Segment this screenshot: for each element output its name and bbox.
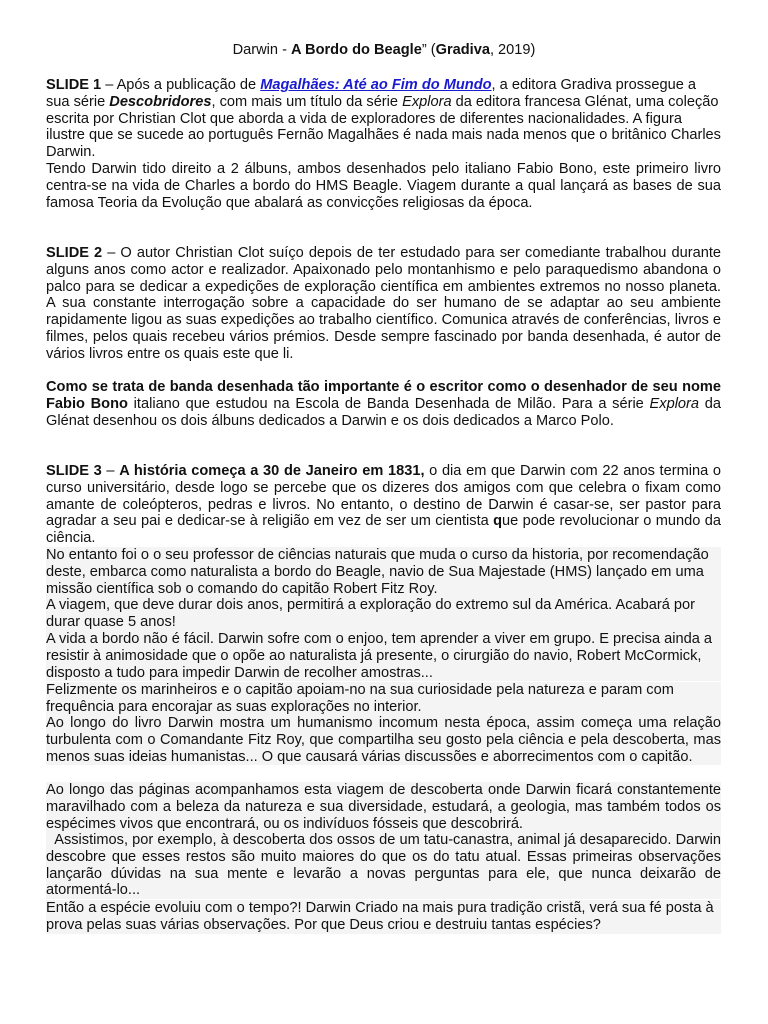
explora-series-2: Explora	[649, 395, 700, 412]
magalhaes-link[interactable]: Magalhães: Até ao Fim do Mundo	[260, 77, 492, 93]
document-title	[0, 42, 768, 59]
title-prefix: Darwin -	[232, 42, 291, 58]
slide2-artist-text-2: da Glénat desenhou os dois álbuns dedicados a Darwin e os dois dedicados a Marco Polo.	[46, 395, 721, 429]
slide2-bold-text: Como se trata de banda desenhada tão importante é o escritor como o desenhador de seu nome Fabio Bono	[46, 379, 721, 412]
slide1-text-4: da editora francesa Glénat, uma coleção escrita por Christian Clot que aborda a vida de exploradores de diferentes nacionalidades. A figura ilustre que se sucede ao português Fernão Magalhães é nada mais nada menos que o britânico Charles Darwin.	[46, 93, 721, 161]
series-name: Descobridores	[109, 93, 212, 110]
slide2-text: – O autor Christian Clot suíço depois de ter estudado para ser comediante trabalhou durante alguns anos como actor e realizador. Apaixonado pelo montanhismo e pelo paraquedismo abandona o palco para se dedicar a expedições de exploração científica em ambientes extremos no nosso planeta. A sua constante interrogação sobre a capacidade do ser humano de se adaptar ao seu ambiente rapidamente ligou as suas expedições ao trabalho científico. Comunica através de conferências, livros e filmes, pelos quais recebeu vários prémios. Desde sempre fascinado por banda desenhada, é autor de vários livros entre os quais este que li.	[46, 245, 721, 362]
slide2-paragraph	[46, 245, 721, 363]
slide3-text-2: ue pode revolucionar o mundo da ciência.	[46, 513, 721, 547]
slide3-label: SLIDE 3	[46, 463, 102, 479]
slide3-text-1: o dia em que Darwin com 22 anos termina o curso universitário, desde logo se percebe que os dizeres dos amigos com que celebra o fixam como amante de coleópteros, pedras e livros. No entanto, o destino de Darwin é casar-se, ser pastor para agradar a seu pai e dedicar-se à religião em vez de ser um cientista	[46, 463, 721, 530]
slide3-paragraph	[46, 463, 721, 547]
title-year: , 2019)	[489, 42, 536, 58]
professor-paragraph: No entanto foi o o seu professor de ciências naturais que muda o curso da historia, por recomendação deste, embarca como naturalista a bordo do Beagle, navio de Sua Majestade (HMS) lançado em uma missão científica sob o comando do capitão Robert Fitz Roy.	[46, 547, 721, 597]
slide1-label: SLIDE 1	[46, 77, 102, 93]
discovery-paragraph: Ao longo das páginas acompanhamos esta viagem de descoberta onde Darwin ficará constantemente maravilhado com a beleza da natureza e sua diversidade, estudará, a geologia, mas também todos os espécimes vivos que encontrará, ou os indivíduos fósseis que descobrirá.	[46, 782, 721, 832]
explora-series: Explora	[402, 93, 452, 110]
voyage-paragraph: A viagem, que deve durar dois anos, permitirá a exploração do extremo sul da América. Acabará por durar quase 5 anos!	[46, 597, 721, 631]
slide1-paragraph-2: Tendo Darwin tido direito a 2 álbuns, ambos desenhados pelo italiano Fabio Bono, este primeiro livro centra-se na vida de Charles a bordo do HMS Beagle. Viagem durante a qual lançará as bases de sua famosa Teoria da Evolução que abalará as convicções religiosas da época.	[46, 161, 721, 211]
onboard-life-paragraph: A vida a bordo não é fácil. Darwin sofre com o enjoo, tem aprender a viver em grupo. E precisa ainda a resistir à animosidade que o opõe ao naturalista já presente, o cirurgião do navio, Robert McCormick, disposto a tudo para impedir Darwin de recolher amostras...	[46, 631, 721, 681]
slide1-text-1: – Após a publicação de	[101, 77, 261, 93]
slide3-dash: –	[101, 463, 120, 479]
slide2-artist-paragraph	[46, 379, 721, 429]
slide1-paragraph	[46, 77, 721, 161]
slide3-bold-q: q	[493, 513, 503, 530]
slide2-artist-text-1: italiano que estudou na Escola de Banda Desenhada de Milão. Para a série	[127, 395, 650, 412]
armadillo-paragraph: Assistimos, por exemplo, à descoberta dos ossos de um tatu-canastra, animal já desaparecido. Darwin descobre que esses restos são muito maiores do que os do tatu atual. Essas primeiras observações lançarão dúvidas na sua mente e levarão a novas perguntas para ele, que nunca deixarão de atormentá-lo...	[46, 832, 726, 899]
humanism-paragraph: Ao longo do livro Darwin mostra um humanismo incomum nesta época, assim começa uma relação turbulenta com o Comandante Fitz Roy, que compartilha seu gosto pela ciência e pela descoberta, mas menos suas ideias humanistas... O que causará várias discussões e aborrecimentos com o capitão.	[46, 715, 721, 765]
slide2-label: SLIDE 2	[46, 245, 103, 261]
slide1-text-3: , com mais um título da série	[211, 93, 403, 110]
slide1-text-2: , a editora Gradiva prossegue a sua série	[46, 77, 696, 110]
title-book: A Bordo do Beagle	[291, 42, 422, 58]
slide3-bold-text: A história começa a 30 de Janeiro em 1831,	[119, 463, 425, 479]
evolution-question-paragraph: Então a espécie evoluiu com o tempo?! Darwin Criado na mais pura tradição cristã, verá sua fé posta à prova pelas suas várias observações. Por que Deus criou e destruiu tantas espécies?	[46, 900, 721, 934]
title-suffix: ” (	[421, 42, 436, 58]
title-publisher: Gradiva	[435, 42, 490, 58]
sailors-paragraph: Felizmente os marinheiros e o capitão apoiam-no na sua curiosidade pela natureza e param com frequência para encorajar as suas explorações no interior.	[46, 682, 721, 716]
